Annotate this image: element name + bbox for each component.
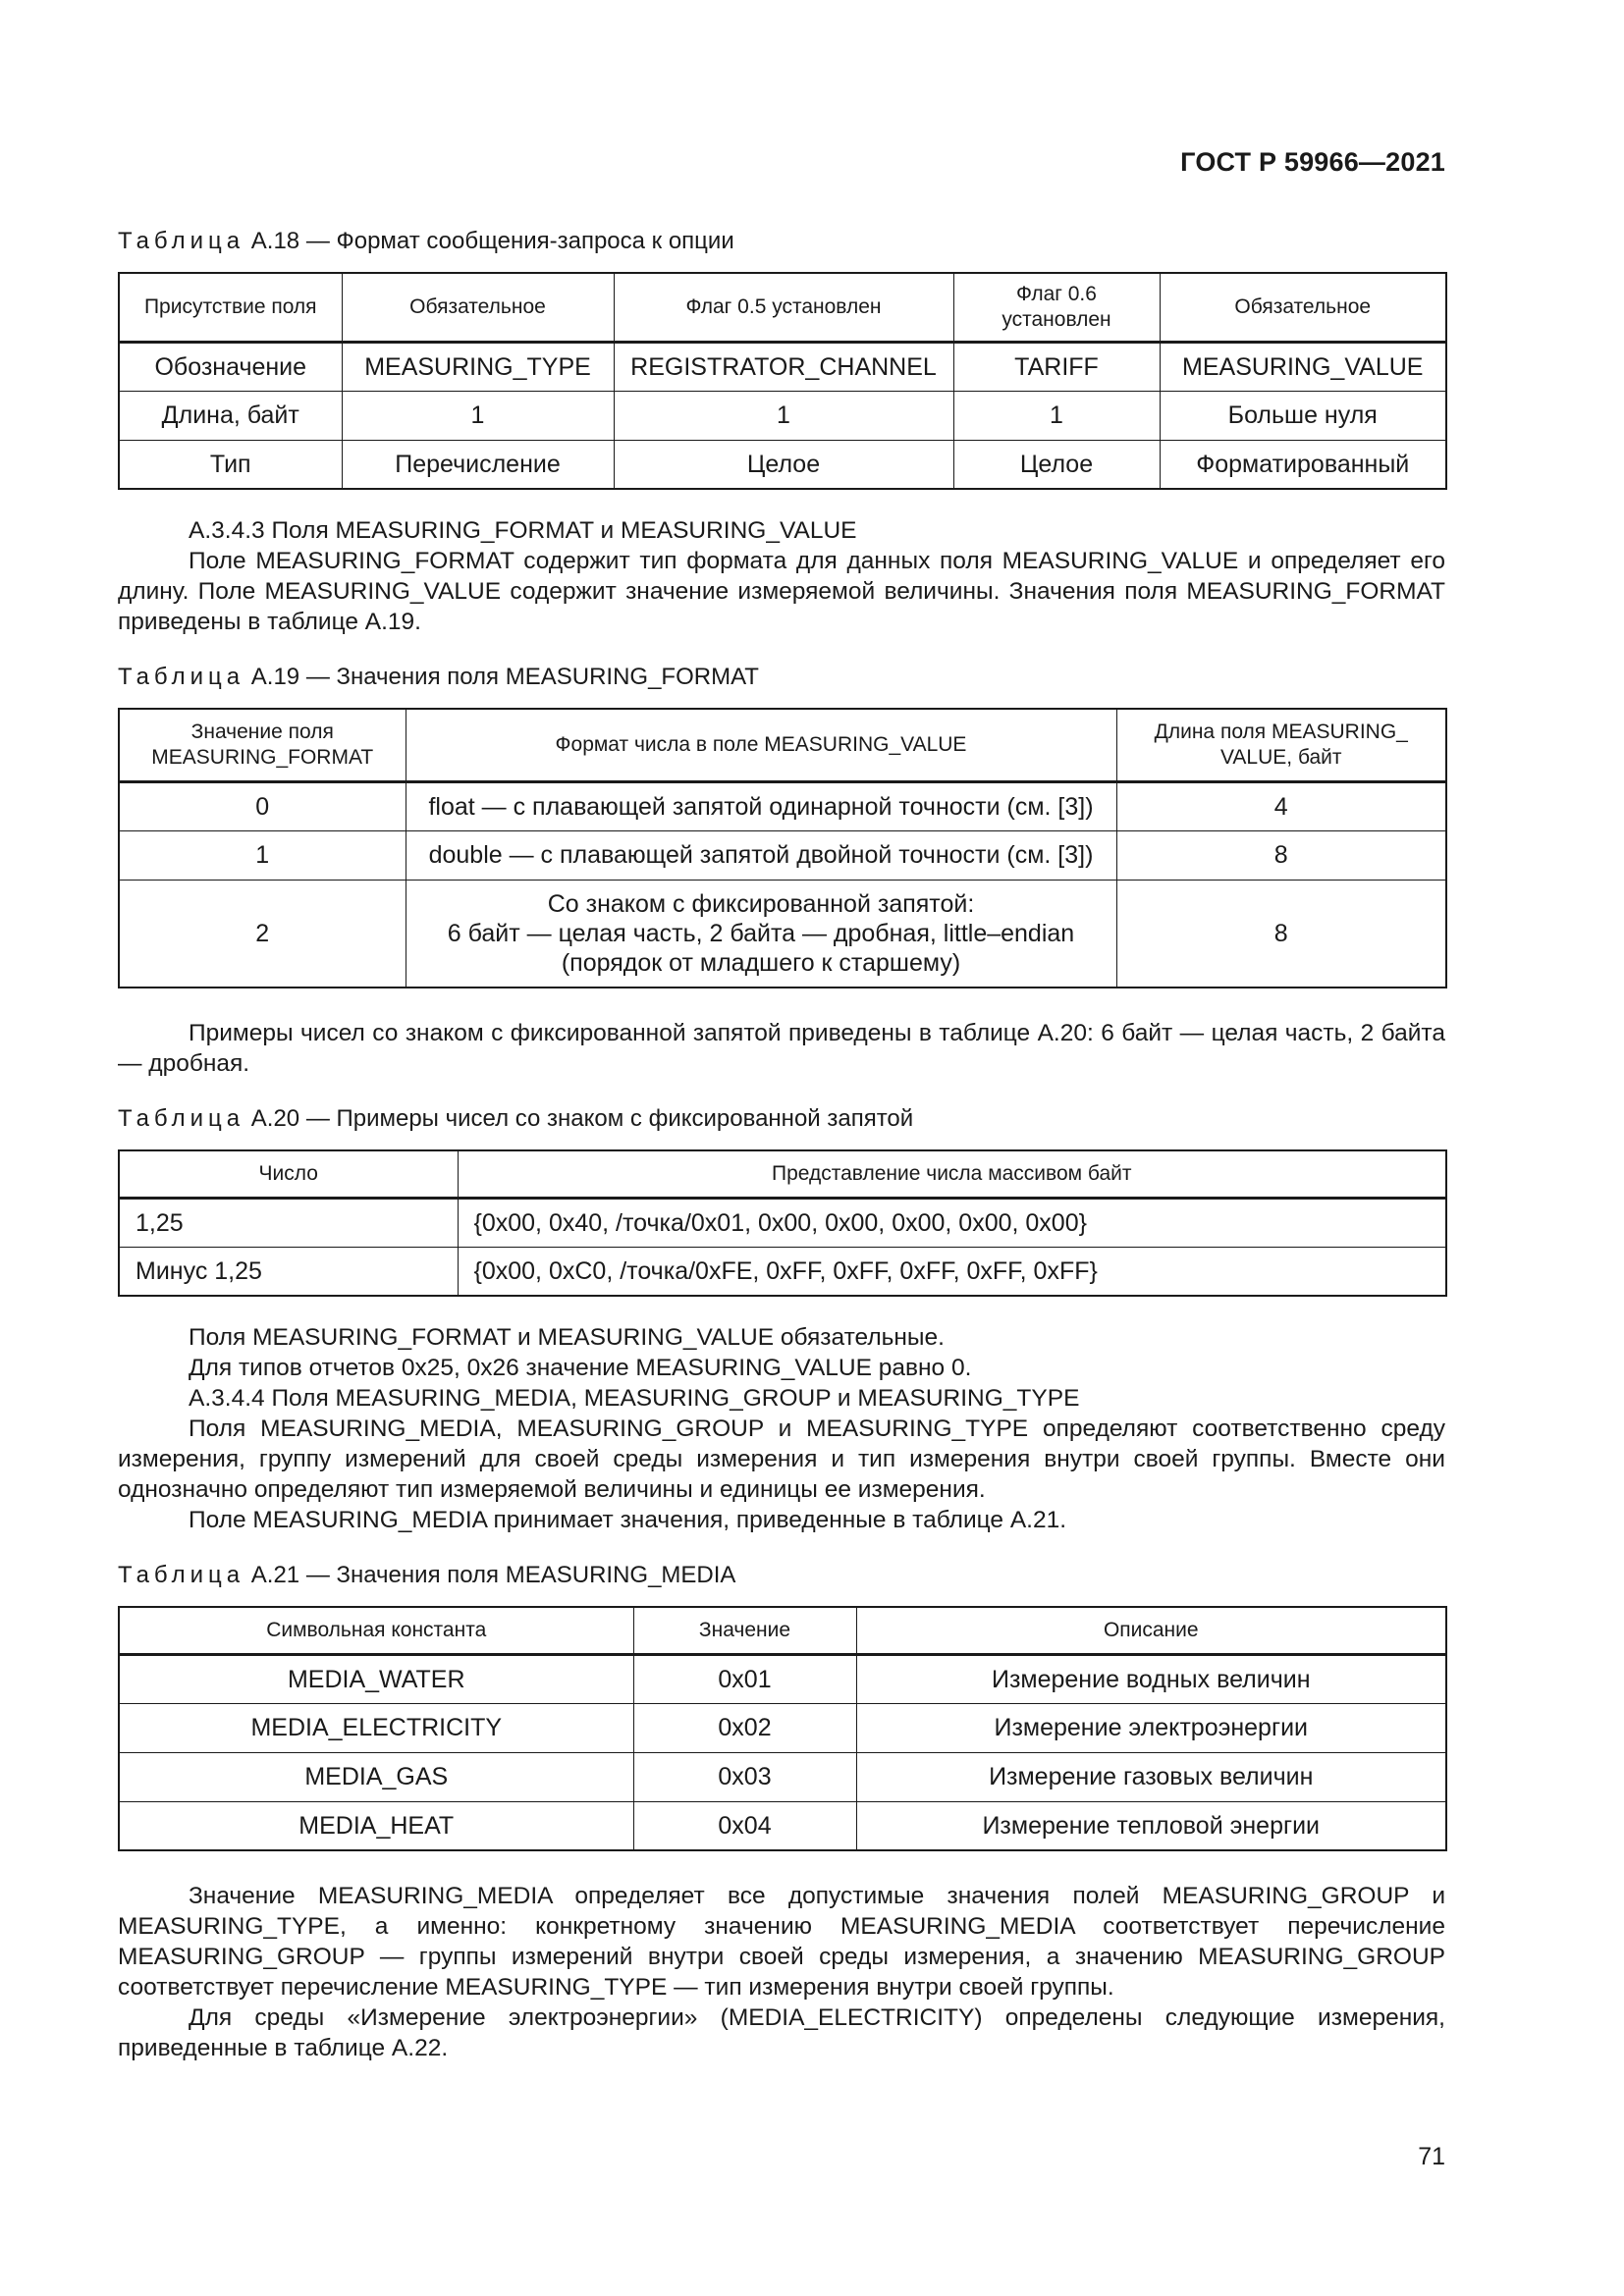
table-cell: 0x04: [633, 1801, 856, 1850]
table-cell: 0x01: [633, 1654, 856, 1703]
table-cell: Минус 1,25: [119, 1247, 458, 1296]
table-cell: MEDIA_GAS: [119, 1752, 633, 1801]
paragraph: Поле MEASURING_MEDIA принимает значения, приведенные в таблице А.21.: [189, 1507, 1067, 1533]
table-cell: Больше нуля: [1160, 391, 1446, 440]
header-cell: Значение поля MEASURING_FORMAT: [119, 709, 406, 781]
table-cell: Измерение тепловой энергии: [856, 1801, 1446, 1850]
table-cell: 8: [1116, 880, 1446, 988]
table-cell: 2: [119, 880, 406, 988]
table-cell: double — с плавающей запятой двойной точности (см. [3]): [406, 830, 1116, 880]
header-cell: Обязательное: [1160, 273, 1446, 342]
table-cell: 4: [1116, 781, 1446, 830]
cell-line: 6 байт — целая часть, 2 байта — дробная, little–endian: [447, 919, 1075, 947]
table-cell: 1: [119, 830, 406, 880]
table-row: [119, 342, 1446, 391]
table-cell: {0x00, 0x40, /точка/0x01, 0x00, 0x00, 0x00, 0x00, 0x00}: [458, 1198, 1446, 1247]
caption-word: Таблица: [118, 664, 245, 690]
table-cell: Целое: [614, 440, 953, 489]
paragraph: Для среды «Измерение электроэнергии» (MEDIA_ELECTRICITY) определены следующие измерения, приведенные в таблице А.22.: [118, 2004, 1445, 2061]
table-header-row: [119, 1150, 1446, 1198]
caption-text: А.21 — Значения поля MEASURING_MEDIA: [244, 1562, 736, 1588]
paragraph: Для типов отчетов 0x25, 0x26 значение MEASURING_VALUE равно 0.: [189, 1355, 972, 1381]
caption-word: Таблица: [118, 1562, 245, 1588]
table-cell: 0x03: [633, 1752, 856, 1801]
table-cell: Измерение электроэнергии: [856, 1703, 1446, 1752]
table-cell: {0x00, 0xC0, /точка/0xFE, 0xFF, 0xFF, 0xFF, 0xFF, 0xFF}: [458, 1247, 1446, 1296]
header-cell: Формат числа в поле MEASURING_VALUE: [406, 709, 1116, 781]
caption-word: Таблица: [118, 1105, 245, 1132]
table-cell: Тип: [119, 440, 342, 489]
header-cell: Присутствие поля: [119, 273, 342, 342]
table-cell: 1: [953, 391, 1160, 440]
table-cell: Длина, байт: [119, 391, 342, 440]
table-header-row: [119, 273, 1446, 342]
paragraph: Примеры чисел со знаком с фиксированной запятой приведены в таблице А.20: 6 байт — целая часть, 2 байта — дробная.: [118, 1020, 1445, 1077]
header-cell: Обязательное: [342, 273, 614, 342]
table-cell: float — с плавающей запятой одинарной точности (см. [3]): [406, 781, 1116, 830]
caption-text: А.18 — Формат сообщения-запроса к опции: [244, 228, 734, 254]
table-header-row: [119, 709, 1446, 781]
table-row: [119, 391, 1446, 440]
table-a19-caption: [118, 663, 1445, 692]
paragraph: Поля MEASURING_MEDIA, MEASURING_GROUP и MEASURING_TYPE определяют соответственно среду измерения, группу измерений для своей среды измерения и тип измерения внутри своей группы. Вместе они однозначно определяют тип измеряемой величины и единицы ее измерения.: [118, 1415, 1445, 1503]
document-code: ГОСТ Р 59966—2021: [1180, 147, 1445, 177]
table-cell: MEDIA_ELECTRICITY: [119, 1703, 633, 1752]
table-row: [119, 1703, 1446, 1752]
table-cell: 0: [119, 781, 406, 830]
table-cell: 0x02: [633, 1703, 856, 1752]
table-a21-caption: [118, 1561, 1445, 1590]
table-row: [119, 1801, 1446, 1850]
table-cell: Обозначение: [119, 342, 342, 391]
page-content: [118, 227, 1445, 2063]
caption-text: А.20 — Примеры чисел со знаком с фиксированной запятой: [244, 1105, 914, 1132]
caption-text: А.19 — Значения поля MEASURING_FORMAT: [244, 664, 759, 690]
table-row: [119, 880, 1446, 988]
table-cell: Перечисление: [342, 440, 614, 489]
section-heading-a343: А.3.4.3 Поля MEASURING_FORMAT и MEASURING_VALUE: [189, 517, 857, 544]
table-cell: Измерение газовых величин: [856, 1752, 1446, 1801]
table-cell: Измерение водных величин: [856, 1654, 1446, 1703]
table-cell: MEASURING_VALUE: [1160, 342, 1446, 391]
table-cell: 1: [614, 391, 953, 440]
header-cell: Представление числа массивом байт: [458, 1150, 1446, 1198]
table-cell: MEDIA_HEAT: [119, 1801, 633, 1850]
table-a21: [118, 1606, 1447, 1851]
cell-line: (порядок от младшего к старшему): [561, 948, 961, 977]
table-row: [119, 830, 1446, 880]
table-row: [119, 1198, 1446, 1247]
header-cell: Число: [119, 1150, 458, 1198]
table-row: [119, 1247, 1446, 1296]
table-cell: Целое: [953, 440, 1160, 489]
table-a18-caption: [118, 227, 1445, 256]
header-cell: Символьная константа: [119, 1607, 633, 1654]
table-row: [119, 781, 1446, 830]
table-cell-multiline: [406, 880, 1116, 988]
header-cell: Флаг 0.6 установлен: [953, 273, 1160, 342]
table-row: [119, 440, 1446, 489]
table-cell: 8: [1116, 830, 1446, 880]
cell-line: Со знаком с фиксированной запятой:: [547, 889, 975, 918]
header-cell: Флаг 0.5 установлен: [614, 273, 953, 342]
paragraph: Значение MEASURING_MEDIA определяет все допустимые значения полей MEASURING_GROUP и MEASURING_TYPE, а именно: конкретному значению MEASURING_MEDIA соответствует перечисление MEASURING_GROUP — группы измерений внутри своей среды измерения, а значению MEASURING_GROUP соответствует перечисление MEASURING_TYPE — тип измерения внутри своей группы.: [118, 1883, 1445, 2001]
section-heading-a344: А.3.4.4 Поля MEASURING_MEDIA, MEASURING_GROUP и MEASURING_TYPE: [189, 1385, 1080, 1412]
header-cell: Значение: [633, 1607, 856, 1654]
table-a19: [118, 708, 1447, 988]
table-cell: 1: [342, 391, 614, 440]
header-cell: Описание: [856, 1607, 1446, 1654]
table-a20: [118, 1149, 1447, 1297]
table-cell: REGISTRATOR_CHANNEL: [614, 342, 953, 391]
table-a20-caption: [118, 1104, 1445, 1134]
table-cell: 1,25: [119, 1198, 458, 1247]
header-cell: Длина поля MEASURING_ VALUE, байт: [1116, 709, 1446, 781]
paragraph: Поле MEASURING_FORMAT содержит тип формата для данных поля MEASURING_VALUE и определяет его длину. Поле MEASURING_VALUE содержит значение измеряемой величины. Значения поля MEASURING_FORMAT приведены в таблице А.19.: [118, 548, 1445, 635]
caption-word: Таблица: [118, 228, 245, 254]
table-cell: Форматированный: [1160, 440, 1446, 489]
table-cell: TARIFF: [953, 342, 1160, 391]
page-number: 71: [1418, 2143, 1445, 2170]
table-row: [119, 1752, 1446, 1801]
table-cell: MEDIA_WATER: [119, 1654, 633, 1703]
table-header-row: [119, 1607, 1446, 1654]
table-a18: [118, 272, 1447, 490]
paragraph: Поля MEASURING_FORMAT и MEASURING_VALUE обязательные.: [189, 1324, 945, 1351]
table-row: [119, 1654, 1446, 1703]
table-cell: MEASURING_TYPE: [342, 342, 614, 391]
